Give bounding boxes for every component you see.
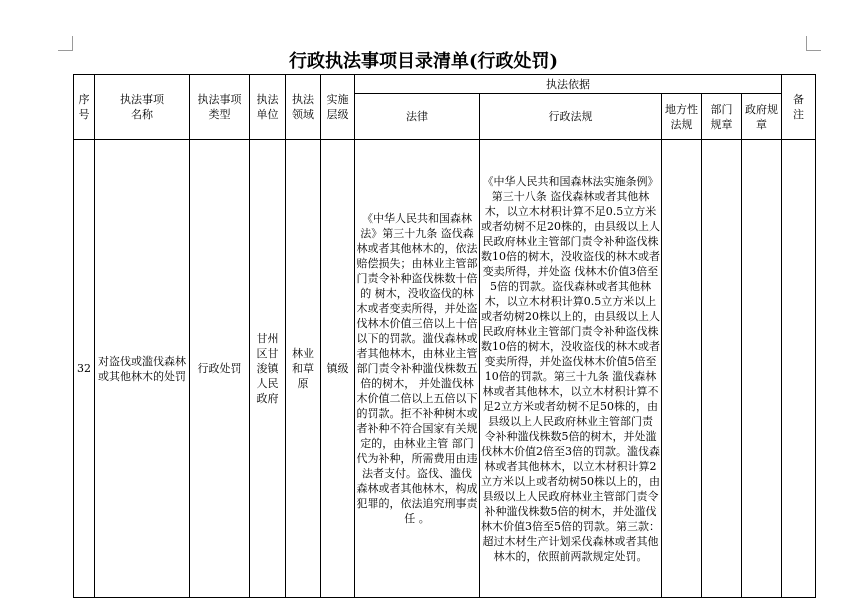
header-item-name: 执法事项名称 [95,75,190,140]
page-corner-mark-top-right [806,36,821,51]
header-field: 执法领域 [286,75,321,140]
cell-regulation: 《中华人民共和国森林法实施条例》第三十八条 盗伐森林或者其他林木，以立木材积计算不足0.5立方米或者幼树不足20株的，由县级以上人民政府林业主管部门责令补种盗伐株数10倍的树木，没收盗伐的林木或者变卖所得，并处盗 伐林木价值3倍至5倍的罚款。盗伐森林或者其他林木，以立木材积计算0.5立方米以上或者幼树20株以上的，由县级以上人民政府林业主管部门责令补种盗伐株数10倍的树木，没收盗伐的林木或者变卖所得，并处盗伐林木价值5倍至10倍的罚款。第三十九条 滥伐森林 林或者其他林木，以立木材积计算不足2立方米或者幼树不足50株的，由县级以上人民政府林业主管部门责 令补种滥伐株数5倍的树木，并处滥伐林木价值2倍至3倍的罚款。滥伐森林或者其他林木，以立木材积计算2立方米以上或者幼树50株以上的，由县级以上人民政府林业主管部门责令补种滥伐株数5倍的树木，并处滥伐林木价值3倍至5倍的罚款。第三款：超过木材生产计划采伐森林或者其他林木的，依照前两款规定处罚。 [480,140,662,598]
header-remark: 备注 [782,75,816,140]
enforcement-table [73,74,816,598]
cell-remark [782,140,816,598]
header-local-reg: 地方性法规 [662,94,702,140]
cell-seq: 32 [74,140,95,598]
cell-item-name: 对盗伐或滥伐森林或其他林木的处罚 [95,140,190,598]
cell-level: 镇级 [321,140,355,598]
cell-field: 林业和草原 [286,140,321,598]
page-corner-mark-top-left [58,36,73,51]
cell-gov-rule [742,140,782,598]
cell-unit: 甘州区甘浚镇人民政府 [250,140,286,598]
cell-local-reg [662,140,702,598]
header-seq: 序号 [74,75,95,140]
header-level: 实施层级 [321,75,355,140]
header-gov-rule: 政府规章 [742,94,782,140]
header-dept-rule: 部门规章 [702,94,742,140]
header-basis: 执法依据 [355,75,782,94]
header-regulation: 行政法规 [480,94,662,140]
header-item-type: 执法事项类型 [190,75,250,140]
cell-law: 《中华人民共和国森林法》第三十九条 盗伐森林或者其他林木的，依法赔偿损失；由林业主管部门责令补种盗伐株数十倍的 树木，没收盗伐的林木或者变卖所得，并处盗伐林木价值三倍以上十倍以下的罚款。滥伐森林或者其他林木，由林业主管部门责令补种滥伐株数五倍的树木， 并处滥伐林木价值二倍以上五倍以下的罚款。拒不补种树木或者补种不符合国家有关规定的，由林业主管 部门代为补种，所需费用由违法者支付。盗伐、滥伐 森林或者其他林木，构成犯罪的，依法追究刑事责任 。 [355,140,480,598]
header-unit: 执法单位 [250,75,286,140]
table-row [74,140,816,598]
cell-dept-rule [702,140,742,598]
cell-item-type: 行政处罚 [190,140,250,598]
page-title: 行政执法事项目录清单(行政处罚) [288,51,559,72]
header-law: 法律 [355,94,480,140]
